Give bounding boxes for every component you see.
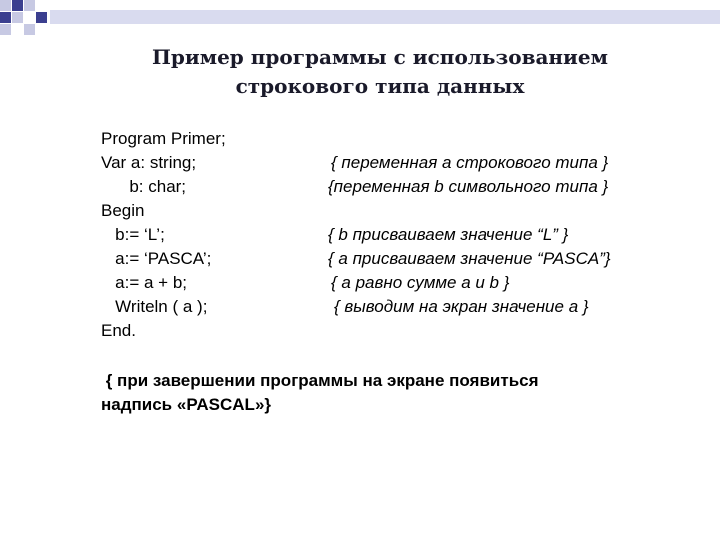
code-line: Var a: string; (101, 153, 197, 172)
comment-var-a: { переменная a строкового типа } (331, 153, 609, 172)
comment-assign-a: { a присваиваем значение “PASCA”} (328, 249, 611, 268)
decor-square (24, 24, 35, 35)
code-line: b:= ‘L’; (101, 225, 165, 244)
code-line: End. (101, 321, 136, 340)
code-line: a:= a + b; (101, 273, 188, 292)
code-line: b: char; (101, 177, 187, 196)
slide-title-line2: строкового типа данных (235, 74, 525, 98)
code-line: Begin (101, 201, 145, 220)
decor-square (12, 12, 23, 23)
decor-square (36, 12, 47, 23)
code-line: a:= ‘PASCA’; (101, 249, 212, 268)
slide-title-line1: Пример программы с использованием (151, 45, 608, 69)
result-note-line2: надпись «PASCAL»} (101, 395, 272, 414)
header-decoration (0, 0, 720, 40)
result-note-line1: { при завершении программы на экране появиться (101, 371, 539, 390)
decor-square (12, 0, 23, 11)
header-bar (50, 10, 720, 24)
comment-var-b: {переменная b символьного типа } (328, 177, 609, 196)
comment-assign-b: { b присваиваем значение “L” } (328, 225, 569, 244)
decor-square (0, 12, 11, 23)
decor-square (24, 0, 35, 11)
code-line: Writeln ( a ); (101, 297, 208, 316)
decor-square (0, 0, 11, 11)
comment-writeln: { выводим на экран значение a } (334, 297, 589, 316)
code-line: Program Primer; (101, 129, 226, 148)
decor-square (0, 24, 11, 35)
comment-sum: { a равно сумме a и b } (331, 273, 510, 292)
